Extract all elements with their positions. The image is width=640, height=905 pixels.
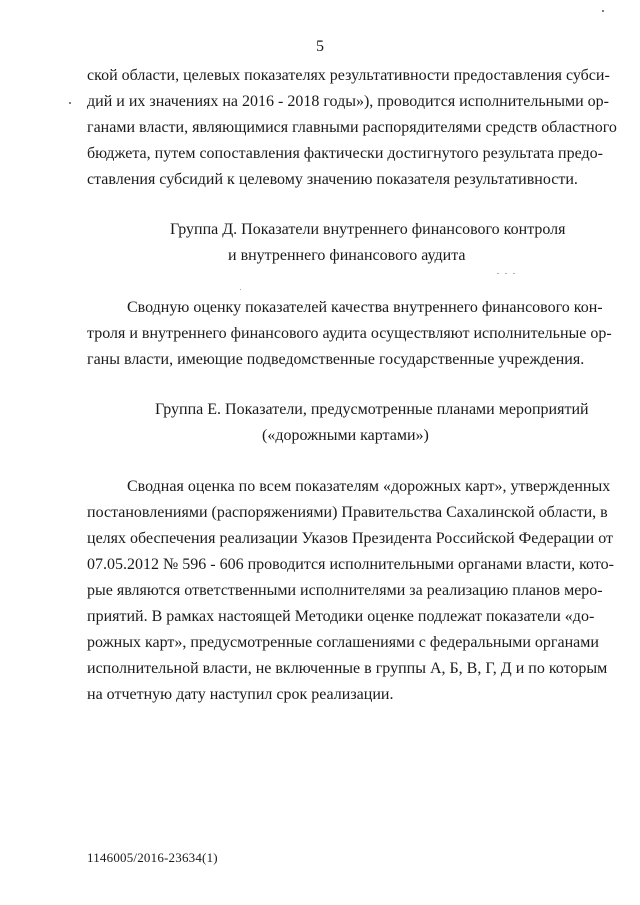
scan-speck <box>505 273 507 274</box>
heading-line: Группа Д. Показатели внутреннего финансового контроля <box>170 221 566 238</box>
text-line: целях обеспечения реализации Указов Президента Российской Федерации от <box>87 530 613 547</box>
heading-line: («дорожными картами») <box>262 427 429 444</box>
document-code: 1146005/2016-23634(1) <box>87 850 218 865</box>
scan-speck <box>240 289 241 290</box>
text-line: исполнительной власти, не включенные в группы А, Б, В, Г, Д и по которым <box>87 660 608 677</box>
text-line: постановлениями (распоряжениями) Правительства Сахалинской области, в <box>87 504 608 521</box>
text-line: троля и внутреннего финансового аудита осуществляют исполнительные ор- <box>87 325 612 342</box>
text-line: приятий. В рамках настоящей Методики оценке подлежат показатели «до- <box>87 608 595 625</box>
scan-speck <box>69 102 71 104</box>
text-line: ставления субсидий к целевому значению показателя результативности. <box>87 171 578 188</box>
text-line: на отчетную дату наступил срок реализации. <box>87 686 394 703</box>
text-line: ской области, целевых показателях результативности предоставления субси- <box>87 67 610 84</box>
text-line: рые являются ответственными исполнителями за реализацию планов меро- <box>87 582 603 599</box>
page-number: 5 <box>316 38 324 55</box>
text-line: Сводную оценку показателей качества внутреннего финансового кон- <box>127 299 603 316</box>
text-line: 07.05.2012 № 596 - 606 проводится исполнительными органами власти, кото- <box>87 556 614 573</box>
heading-line: Группа Е. Показатели, предусмотренные планами мероприятий <box>155 401 589 418</box>
scan-speck <box>602 10 604 12</box>
text-line: ганами власти, являющимися главными распорядителями средств областного <box>87 119 617 136</box>
text-line: ганы власти, имеющие подведомственные государственные учреждения. <box>87 351 585 368</box>
text-line: рожных карт», предусмотренные соглашениями с федеральными органами <box>87 634 599 651</box>
heading-line: и внутреннего финансового аудита <box>228 247 466 264</box>
scan-speck <box>513 273 515 274</box>
scan-speck <box>497 273 499 274</box>
text-line: бюджета, путем сопоставления фактически достигнутого результата предо- <box>87 145 603 162</box>
text-line: Сводная оценка по всем показателям «дорожных карт», утвержденных <box>127 478 611 495</box>
text-line: дий и их значениях на 2016 - 2018 годы»), проводится исполнительными ор- <box>87 93 610 110</box>
